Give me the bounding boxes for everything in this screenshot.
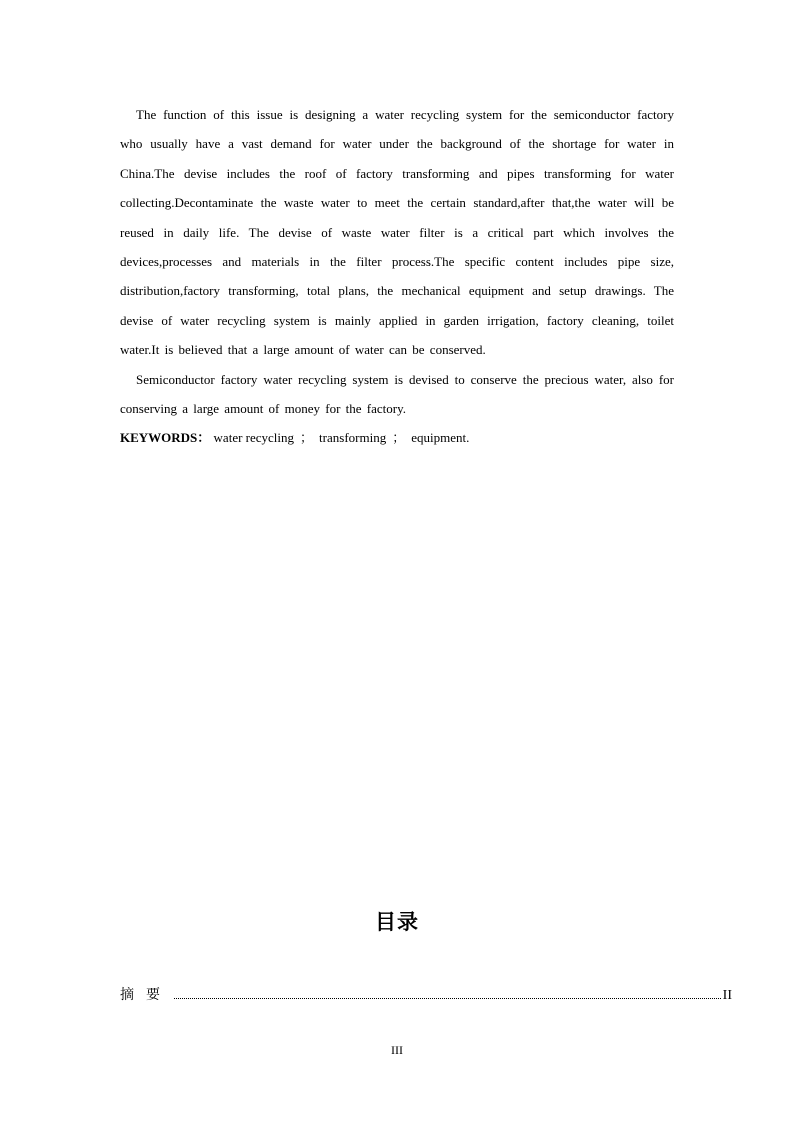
keyword-item: transforming <box>319 430 387 446</box>
abstract-section <box>120 100 674 453</box>
keyword-item: water recycling <box>213 430 295 446</box>
keyword-separator: ； <box>300 430 314 446</box>
toc-dot-leader <box>174 997 721 999</box>
keyword-separator: ； <box>392 430 406 446</box>
toc-entry-label: 摘要 <box>120 987 172 1003</box>
page-number: III <box>391 1043 403 1057</box>
toc-entry[interactable] <box>120 984 732 1004</box>
abstract-paragraph-1: The function of this issue is designing a water recycling system for the semiconductor factory who usually have a vast demand for water under the background of the shortage for water in China.The devise includes the roof of factory transforming and pipes transforming for water collecting.Decontaminate the waste water to meet the certain standard,after that,the water will be reused in daily life. The devise of waste water filter is a critical part which involves the devices,processes and materials in the filter process.The specific content includes pipe size, distribution,factory transforming, total plans, the mechanical equipment and setup drawings. The devise of water recycling system is mainly applied in garden irrigation, factory cleaning, toilet water.It is believed that a large amount of water can be conserved. <box>120 107 674 358</box>
toc-entry-page: II <box>722 988 732 1003</box>
toc-title: 目录 <box>375 910 419 934</box>
keywords-label: KEYWORDS： <box>120 430 211 446</box>
abstract-paragraph-2: Semiconductor factory water recycling system is devised to conserve the precious water, also for conserving a large amount of money for the factory. <box>120 371 674 417</box>
keyword-item: equipment. <box>411 430 470 446</box>
keywords-line <box>120 423 674 452</box>
